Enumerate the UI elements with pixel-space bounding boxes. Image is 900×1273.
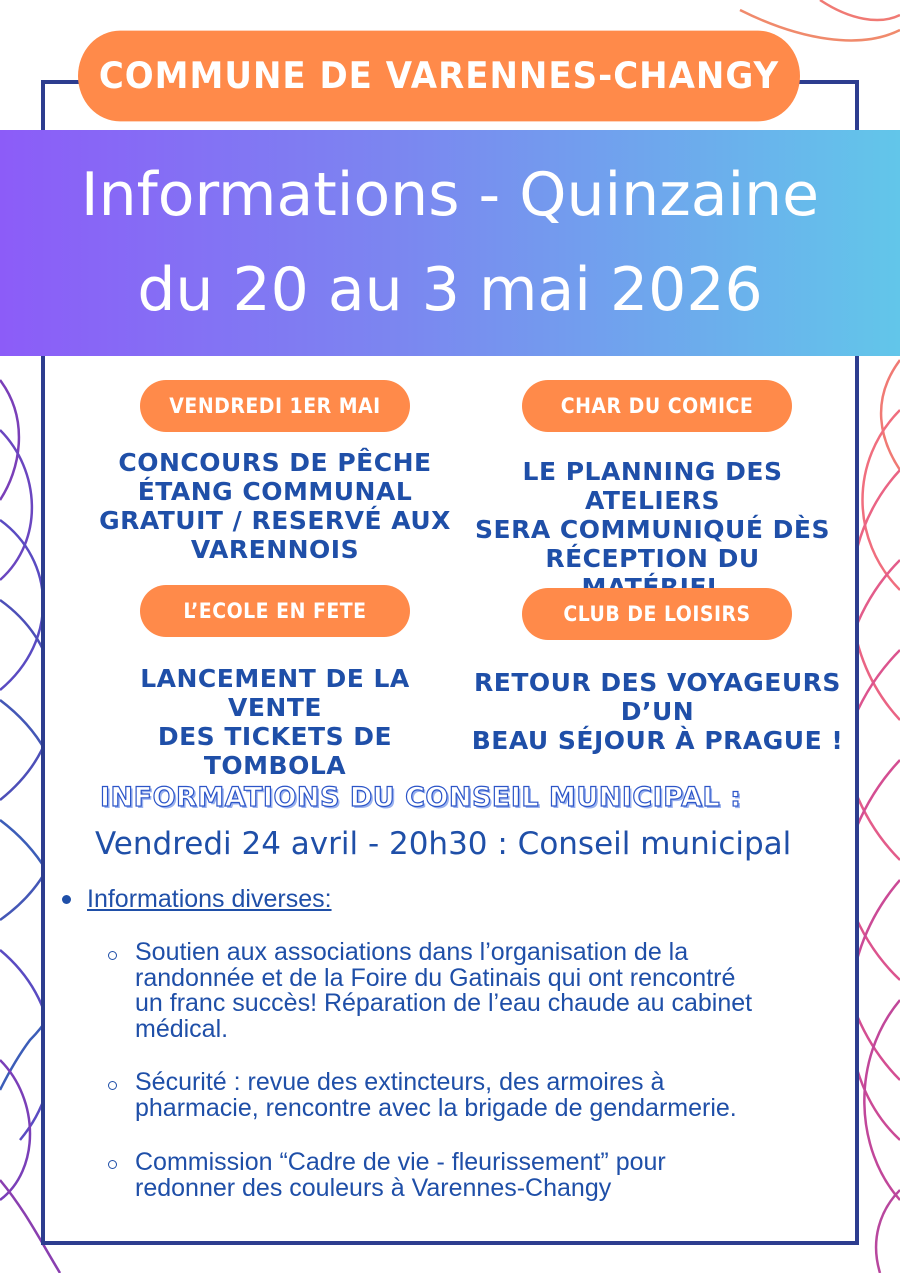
- commune-name-pill: COMMUNE DE VARENNES-CHANGY: [78, 31, 800, 122]
- event-line: LE PLANNING DES ATELIERS: [522, 457, 783, 515]
- event-text-tombola: [90, 664, 460, 780]
- circle-bullet-icon: [108, 1081, 117, 1090]
- page-subtitle-dates: du 20 au 3 mai 2026: [137, 255, 763, 325]
- event-label-ecole: L’ECOLE EN FETE: [140, 585, 410, 637]
- info-line: médical.: [135, 1014, 229, 1043]
- info-item-associations: [135, 940, 860, 1042]
- event-line: BEAU SÉJOUR À PRAGUE !: [471, 726, 844, 755]
- council-meeting-date: Vendredi 24 avril - 20h30 : Conseil municipal: [95, 826, 792, 862]
- event-text-prague: [465, 668, 850, 755]
- bullet-icon: [62, 895, 71, 904]
- event-line: VARENNOIS: [190, 535, 360, 564]
- event-line: DES TICKETS DE TOMBOLA: [157, 722, 393, 780]
- info-line: redonner des couleurs à Varennes-Changy: [135, 1173, 612, 1202]
- event-line: GRATUIT / RESERVÉ AUX: [99, 506, 451, 535]
- info-line: Soutien aux associations dans l’organisation de la: [135, 938, 689, 966]
- event-text-ateliers: [470, 457, 835, 602]
- event-line: RETOUR DES VOYAGEURS D’UN: [474, 668, 841, 726]
- info-line: pharmacie, rencontre avec la brigade de gendarmerie.: [135, 1093, 737, 1122]
- info-line: randonnée et de la Foire du Gatinais qui ont rencontré: [135, 963, 736, 992]
- event-line: SERA COMMUNIQUÉ DÈS: [475, 515, 830, 544]
- event-line: RÉCEPTION DU: [545, 544, 760, 573]
- event-label-club-loisirs: CLUB DE LOISIRS: [522, 588, 792, 640]
- info-line: Commission “Cadre de vie - fleurissement” pour: [135, 1148, 666, 1176]
- page-title: Informations - Quinzaine: [80, 160, 820, 230]
- event-label-vendredi: VENDREDI 1ER MAI: [140, 380, 410, 432]
- circle-bullet-icon: [108, 1160, 117, 1169]
- info-item-securite: [135, 1070, 860, 1121]
- circle-bullet-icon: [108, 951, 117, 960]
- event-line: LANCEMENT DE LA VENTE: [140, 664, 410, 722]
- event-line: CONCOURS DE PÊCHE: [118, 448, 432, 477]
- event-text-peche: [90, 448, 460, 564]
- info-line: Sécurité : revue des extincteurs, des armoires à: [135, 1068, 665, 1096]
- event-label-char-comice: CHAR DU COMICE: [522, 380, 792, 432]
- info-line: un franc succès! Réparation de l’eau chaude au cabinet: [135, 989, 753, 1017]
- council-section-title: INFORMATIONS DU CONSEIL MUNICIPAL :: [100, 782, 742, 813]
- title-banner: [0, 130, 900, 356]
- info-item-commission: [135, 1150, 860, 1201]
- event-line: ÉTANG COMMUNAL: [137, 477, 413, 506]
- info-heading: Informations diverses:: [87, 885, 332, 913]
